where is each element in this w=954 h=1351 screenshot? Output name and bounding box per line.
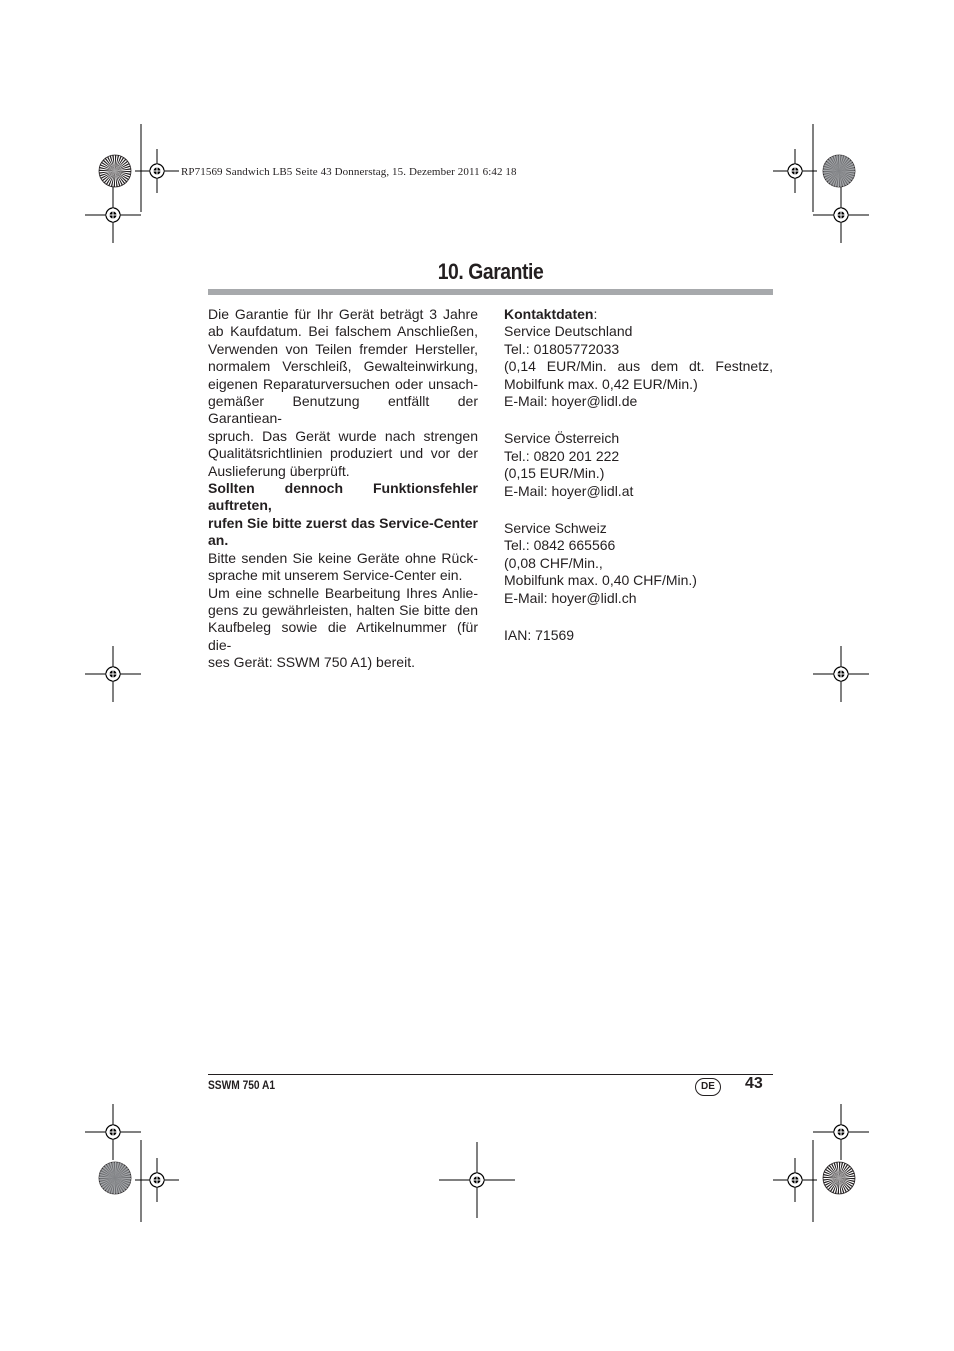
text-line: ab Kaufdatum. Bei falschem Anschließen, [208, 323, 478, 340]
text-line: Um eine schnelle Bearbeitung Ihres Anlie- [208, 584, 478, 601]
text-line: ses Gerät: SSWM 750 A1) bereit. [208, 654, 415, 671]
registration-crosshair-icon [135, 1158, 179, 1202]
service-rate: (0,14 EUR/Min. aus dem dt. Festnetz, [504, 358, 773, 375]
registration-crosshair-icon [85, 187, 141, 243]
service-switzerland [504, 520, 773, 607]
color-starburst-icon [823, 155, 855, 187]
registration-crosshair-icon [813, 1104, 869, 1160]
service-rate: (0,15 EUR/Min.) [504, 465, 605, 482]
text-line: Qualitätsrichtlinien produziert und vor der [208, 445, 478, 462]
registration-crosshair-icon [773, 149, 817, 193]
registration-crosshair-icon [85, 646, 141, 702]
text-line: Die Garantie für Ihr Gerät beträgt 3 Jahre [208, 306, 478, 322]
registration-crosshair-icon [813, 187, 869, 243]
service-email: E-Mail: hoyer@lidl.ch [504, 589, 637, 606]
registration-crosshair-icon [85, 1104, 141, 1160]
color-starburst-icon [99, 1162, 131, 1194]
registration-crosshair-icon [773, 1158, 817, 1202]
registration-crosshair-icon [813, 646, 869, 702]
contact-heading [504, 306, 773, 323]
text-line: sprache mit unserem Service-Center ein. [208, 567, 463, 584]
service-germany [504, 323, 773, 410]
file-slug: RP71569 Sandwich LB5 Seite 43 Donnerstag, 15. Dezember 2011 6:42 18 [181, 166, 517, 178]
contact-label: Kontaktdaten [504, 306, 594, 322]
color-starburst-icon [99, 155, 131, 187]
ian-number: IAN: 71569 [504, 627, 575, 644]
service-austria [504, 430, 773, 500]
contact-column [504, 306, 773, 645]
warranty-text-column [208, 306, 478, 672]
contact-colon: : [593, 306, 598, 322]
language-badge: DE [695, 1078, 721, 1096]
footer-rule [208, 1074, 773, 1075]
text-line: eigenen Reparaturversuchen oder unsach- [208, 375, 478, 392]
service-phone: Tel.: 0820 201 222 [504, 447, 620, 464]
text-line: Sollten dennoch Funktionsfehler auftreten, [208, 480, 478, 514]
color-starburst-icon [823, 1162, 855, 1194]
text-line: Verwenden von Teilen fremder Hersteller, [208, 340, 478, 357]
text-line: Kaufbeleg sowie die Artikelnummer (für die- [208, 619, 478, 653]
text-line: Auslieferung überprüft. [208, 462, 350, 479]
service-phone: Tel.: 01805772033 [504, 340, 620, 357]
text-line: rufen Sie bitte zuerst das Service-Center [208, 514, 478, 531]
service-phone: Tel.: 0842 665566 [504, 537, 616, 554]
service-rate-mobile: Mobilfunk max. 0,42 EUR/Min.) [504, 375, 698, 392]
text-line: gemäßer Benutzung entfällt der Garantiean- [208, 393, 478, 427]
service-center-notice [208, 480, 478, 550]
text-line: spruch. Das Gerät wurde nach strengen [208, 427, 478, 444]
page-number: 43 [745, 1075, 763, 1092]
registration-crosshair-icon [135, 149, 179, 193]
text-line: gens zu gewährleisten, halten Sie bitte den [208, 601, 478, 618]
receipt-paragraph [208, 585, 478, 672]
registration-crosshair-icon [439, 1142, 515, 1218]
service-name: Service Schweiz [504, 520, 607, 537]
service-rate: (0,08 CHF/Min., [504, 554, 603, 571]
return-paragraph [208, 550, 478, 585]
text-line: an. [208, 532, 229, 549]
text-line: Bitte senden Sie keine Geräte ohne Rück- [208, 549, 478, 566]
service-email: E-Mail: hoyer@lidl.de [504, 393, 638, 410]
footer-model: SSWM 750 A1 [208, 1078, 276, 1092]
text-line: normalem Verschleiß, Gewalteinwirkung, [208, 358, 478, 375]
warranty-paragraph [208, 306, 478, 480]
title-rule [208, 289, 773, 295]
page-title: 10. Garantie [437, 259, 544, 284]
service-rate-mobile: Mobilfunk max. 0,40 CHF/Min.) [504, 572, 697, 589]
service-email: E-Mail: hoyer@lidl.at [504, 482, 634, 499]
service-name: Service Österreich [504, 430, 620, 447]
service-name: Service Deutschland [504, 323, 633, 340]
